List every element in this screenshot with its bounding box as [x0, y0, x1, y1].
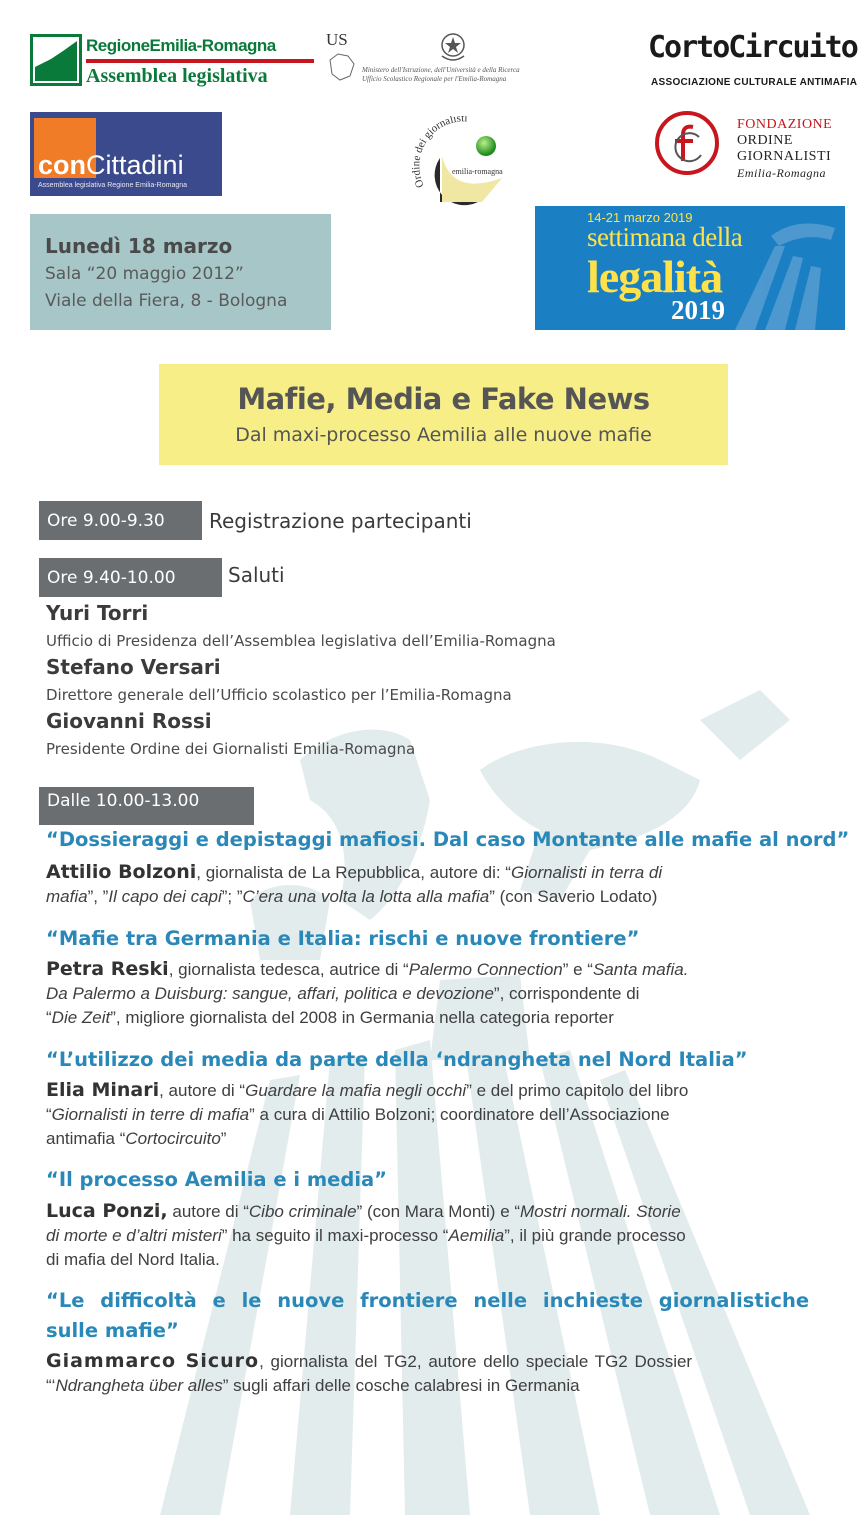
talk-speaker-name: Luca Ponzi, [46, 1200, 168, 1222]
talk-book-title: Die Zeit [51, 1008, 111, 1027]
talk-line [46, 860, 834, 885]
talk-text: ” sugli affari delle cosche calabresi in Germania [222, 1376, 580, 1395]
regione-emilia-romagna-icon [30, 34, 82, 86]
talk-text: ” a cura di Attilio Bolzoni; coordinatore dell’Associazione [249, 1105, 670, 1124]
fondazione-ordine-giornalisti-logo [655, 111, 845, 191]
time-tag-morning [39, 787, 254, 825]
fondazione-line2: ORDINE [737, 133, 793, 148]
time-tag-registration-text: Ore 9.00-9.30 [47, 511, 165, 531]
talk-description [46, 860, 834, 909]
talk-line [46, 1199, 834, 1224]
talk-text: di mafia del Nord Italia. [46, 1250, 220, 1269]
talk-title: “Dossieraggi e depistaggi mafiosi. Dal caso Montante alle mafie al nord” [46, 828, 850, 851]
event-address: Viale della Fiera, 8 - Bologna [45, 291, 288, 311]
talk-description [46, 1349, 834, 1398]
speaker-name: Stefano Versari [46, 655, 221, 679]
talk-book-title: C’era una volta la lotta alla mafia [242, 887, 490, 906]
talk-line [46, 982, 834, 1006]
talk-text: ”, il più grande processo [504, 1226, 686, 1245]
talk-text: “ [46, 1008, 52, 1027]
talk-line [46, 1006, 834, 1030]
talk-book-title: Cortocircuito [125, 1129, 221, 1148]
talk-book-title: Ndrangheta über alles [55, 1376, 223, 1395]
talk-book-title: Aemilia [448, 1226, 505, 1245]
cortocircuito-logo [648, 30, 858, 96]
talk-text: autore di “ [167, 1202, 249, 1221]
talk-book-title: Guardare la mafia negli occhi [245, 1081, 467, 1100]
talk-title: “Le difficoltà e le nuove frontiere nelle inchieste giornalistiche [46, 1289, 810, 1312]
talk-book-title: Il capo dei capi [108, 887, 222, 906]
legalita-dates: 14-21 marzo 2019 [587, 210, 693, 225]
ordine-giornalisti-logo [412, 116, 522, 206]
event-title: Mafie, Media e Fake News [237, 382, 650, 416]
settimana-legalita-banner [535, 206, 845, 330]
legalita-year: 2019 [671, 295, 725, 325]
concittadini-wordmark [38, 150, 184, 181]
talk-line [46, 1078, 834, 1103]
event-subtitle: Dal maxi-processo Aemilia alle nuove mafie [235, 424, 652, 446]
talk-text: , giornalista del TG2, autore dello speciale TG2 Dossier [259, 1352, 693, 1371]
miur-caption-line1: Ministero dell'Istruzione, dell'Università e della Ricerca [362, 66, 520, 74]
legalita-title-line2: legalità [587, 251, 723, 302]
talk-speaker-name: Giammarco Sicuro [46, 1350, 260, 1372]
talk-title-cont: sulle mafie” [46, 1319, 179, 1342]
talk-speaker-name: Attilio Bolzoni [46, 861, 197, 883]
talk-text: ” (con Saverio Lodato) [489, 887, 658, 906]
fondazione-emblem-icon [655, 111, 719, 175]
talk-text: “‘ [46, 1376, 56, 1395]
ordine-giornalisti-subtitle: emilia-romagna [452, 167, 503, 176]
rer-logo-line1: RegioneEmilia-Romagna [86, 36, 276, 55]
speaker-name: Giovanni Rossi [46, 709, 212, 733]
time-tag-greetings [39, 558, 222, 597]
talk-text: antimafia “ [46, 1129, 126, 1148]
talk-book-title: Palermo Connection [408, 960, 563, 979]
time-tag-morning-text: Dalle 10.00-13.00 [47, 791, 200, 811]
talk-text: ” e “ [562, 960, 593, 979]
talk-speaker-name: Elia Minari [46, 1079, 160, 1101]
talk-line [46, 957, 834, 982]
fondazione-line4: Emilia-Romagna [737, 166, 826, 180]
talk-title: “Mafie tra Germania e Italia: rischi e nuove frontiere” [46, 927, 640, 950]
talk-line [46, 1248, 834, 1272]
talk-text: ”, corrispondente di [493, 984, 640, 1003]
talk-book-title: di morte e d’altri misteri [46, 1226, 222, 1245]
speaker-role: Ufficio di Presidenza dell’Assemblea legislativa dell’Emilia-Romagna [46, 632, 556, 650]
fondazione-line1: FONDAZIONE [737, 117, 833, 132]
talk-book-title: mafia [46, 887, 88, 906]
cortocircuito-subtitle: ASSOCIAZIONE CULTURALE ANTIMAFIA [651, 77, 858, 88]
talk-text: ” e del primo capitolo del libro [466, 1081, 689, 1100]
legalita-title-line1: settimana della [587, 222, 743, 252]
concittadini-logo [30, 112, 222, 196]
time-tag-greetings-text: Ore 9.40-10.00 [47, 568, 176, 588]
concittadini-subtitle: Assemblea legislativa Regione Emilia-Romagna [38, 182, 188, 189]
talk-text: ” [220, 1129, 227, 1148]
emilia-map-icon [328, 50, 356, 84]
talk-line [46, 1374, 834, 1398]
talk-line [46, 885, 834, 909]
talk-description [46, 957, 834, 1030]
talk-book-title: Mostri normali. Storie [520, 1202, 681, 1221]
event-venue: Sala “20 maggio 2012” [45, 264, 244, 284]
ordine-giornalisti-ring-text: Or dei giornalisti [412, 116, 468, 190]
event-title-box [159, 364, 728, 465]
talk-book-title: Giornalisti in terre di mafia [51, 1105, 250, 1124]
rer-logo-bar [86, 59, 314, 63]
talk-text: ” ha seguito il maxi-processo “ [221, 1226, 449, 1245]
event-date: Lunedì 18 marzo [45, 234, 233, 258]
talk-text: “ [46, 1105, 52, 1124]
event-date-box [30, 214, 331, 330]
talk-line [46, 1127, 834, 1151]
time-tag-registration [39, 501, 202, 540]
fondazione-line3: GIORNALISTI [737, 149, 832, 164]
talk-text: , giornalista de La Repubblica, autore di: “ [196, 863, 511, 882]
concittadini-con: con [38, 150, 87, 180]
talk-line [46, 1103, 834, 1127]
talk-book-title: Santa mafia. [592, 960, 689, 979]
section-greetings: Saluti [228, 563, 285, 587]
talk-speaker-name: Petra Reski [46, 958, 169, 980]
talk-text: , giornalista tedesca, autrice di “ [168, 960, 409, 979]
cortocircuito-title: CortoCircuito [648, 30, 857, 65]
speaker-role: Direttore generale dell’Ufficio scolastico per l’Emilia-Romagna [46, 686, 512, 704]
miur-usr-logo [326, 30, 566, 90]
miur-caption [362, 66, 562, 84]
talk-text: ” (con Mara Monti) e “ [356, 1202, 521, 1221]
italian-emblem-icon [438, 30, 468, 64]
talk-line [46, 1224, 834, 1248]
talk-text: ”, ” [87, 887, 109, 906]
talk-text: ”; ” [221, 887, 243, 906]
concittadini-cittadini: Cittadini [86, 150, 184, 180]
talk-text: , autore di “ [159, 1081, 246, 1100]
talk-description [46, 1199, 834, 1272]
speaker-name: Yuri Torri [46, 601, 149, 625]
ordine-giornalisti-emblem [412, 116, 522, 206]
rer-logo-line2: Assemblea legislativa [86, 65, 268, 87]
talk-title: “L’utilizzo dei media da parte della ‘ndrangheta nel Nord Italia” [46, 1048, 748, 1071]
talk-text: ”, migliore giornalista del 2008 in Germania nella categoria reporter [110, 1008, 614, 1027]
talk-line [46, 1349, 834, 1374]
miur-us-mark: US [326, 30, 348, 49]
regione-emilia-romagna-logo [30, 34, 285, 92]
miur-caption-line2: Ufficio Scolastico Regionale per l'Emilia-Romagna [362, 75, 507, 83]
speaker-role: Presidente Ordine dei Giornalisti Emilia-Romagna [46, 740, 416, 758]
talk-description [46, 1078, 834, 1151]
talk-title: “Il processo Aemilia e i media” [46, 1168, 387, 1191]
talk-book-title: Cibo criminale [248, 1202, 357, 1221]
section-registration: Registrazione partecipanti [209, 509, 472, 533]
talk-book-title: Da Palermo a Duisburg: sangue, affari, politica e devozione [46, 984, 494, 1003]
talk-book-title: Giornalisti in terra di [510, 863, 663, 882]
